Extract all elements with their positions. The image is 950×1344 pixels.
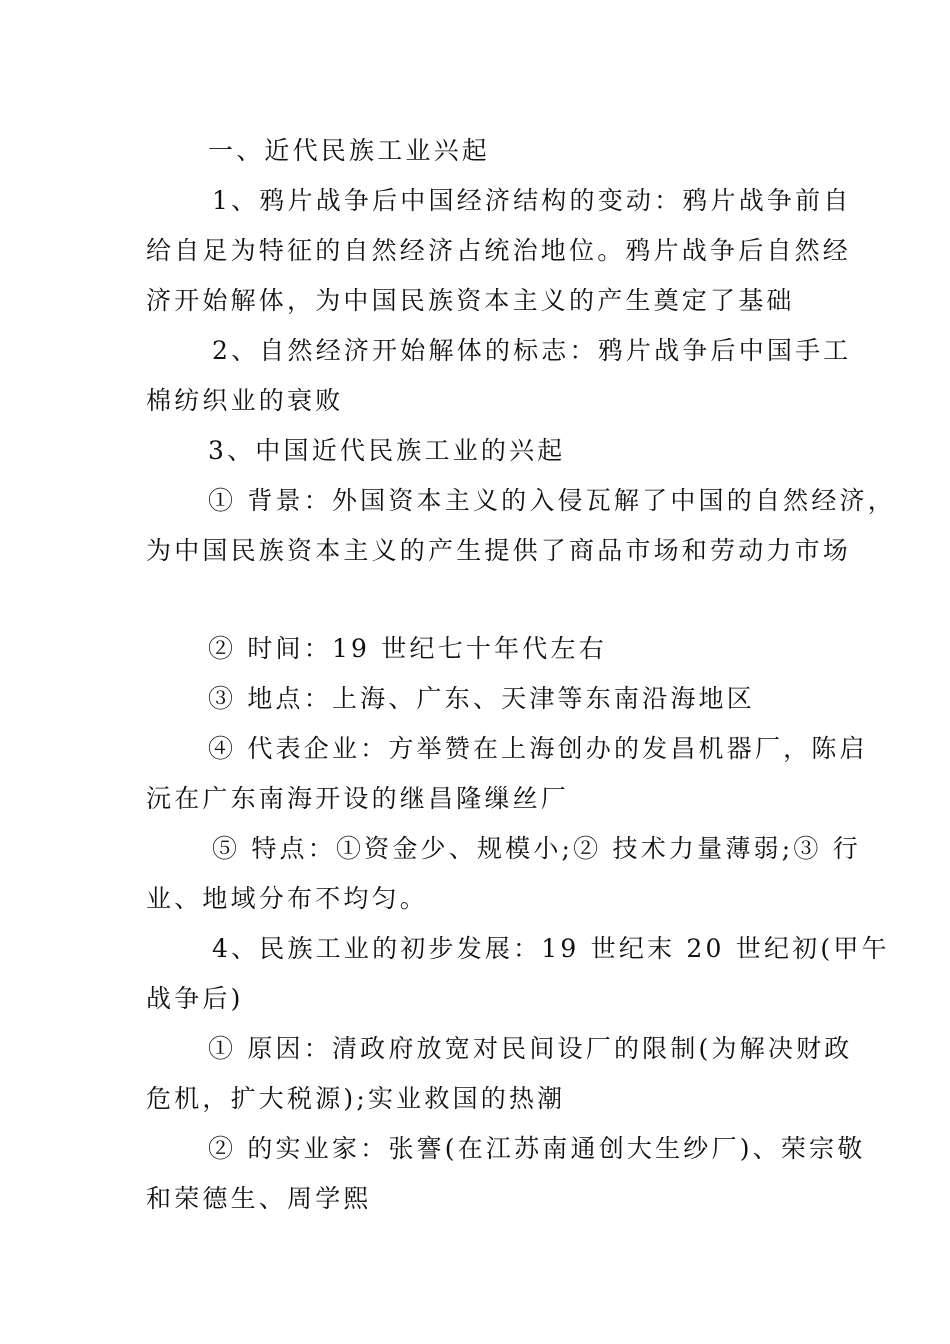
paragraph-line: ③ 地点：上海、广东、天津等东南沿海地区 [208, 684, 755, 713]
paragraph-line: 棉纺织业的衰败 [146, 386, 344, 415]
paragraph-line: 济开始解体，为中国民族资本主义的产生奠定了基础 [146, 286, 795, 315]
paragraph-line: ④ 代表企业：方举赞在上海创办的发昌机器厂，陈启 [208, 734, 868, 763]
paragraph-line: 4、民族工业的初步发展：19 世纪末 20 世纪初(甲午 [212, 934, 890, 963]
paragraph-line: 1、鸦片战争后中国经济结构的变动：鸦片战争前自 [212, 186, 852, 215]
paragraph-line: 沅在广东南海开设的继昌隆缫丝厂 [146, 784, 570, 813]
paragraph-line: ① 背景：外国资本主义的入侵瓦解了中国的自然经济， [208, 486, 896, 515]
paragraph-line: ② 的实业家：张謇(在江苏南通创大生纱厂)、荣宗敬 [208, 1134, 866, 1163]
section-heading: 一、近代民族工业兴起 [208, 136, 491, 165]
paragraph-line: ⑤ 特点：①资金少、规模小;② 技术力量薄弱;③ 行 [212, 834, 861, 863]
paragraph-line: 和荣德生、周学熙 [146, 1184, 372, 1213]
paragraph-line: 给自足为特征的自然经济占统治地位。鸦片战争后自然经 [146, 236, 852, 265]
paragraph-line: ② 时间：19 世纪七十年代左右 [208, 634, 607, 663]
paragraph-line: ① 原因：清政府放宽对民间设厂的限制(为解决财政 [208, 1034, 853, 1063]
paragraph-line: 业、地域分布不均匀。 [146, 884, 429, 913]
paragraph-line: 3、中国近代民族工业的兴起 [208, 436, 566, 465]
paragraph-line: 危机，扩大税源);实业救国的热潮 [146, 1084, 566, 1113]
paragraph-line: 为中国民族资本主义的产生提供了商品市场和劳动力市场 [146, 536, 852, 565]
paragraph-line: 战争后) [146, 984, 244, 1013]
paragraph-line: 2、自然经济开始解体的标志：鸦片战争后中国手工 [212, 336, 852, 365]
